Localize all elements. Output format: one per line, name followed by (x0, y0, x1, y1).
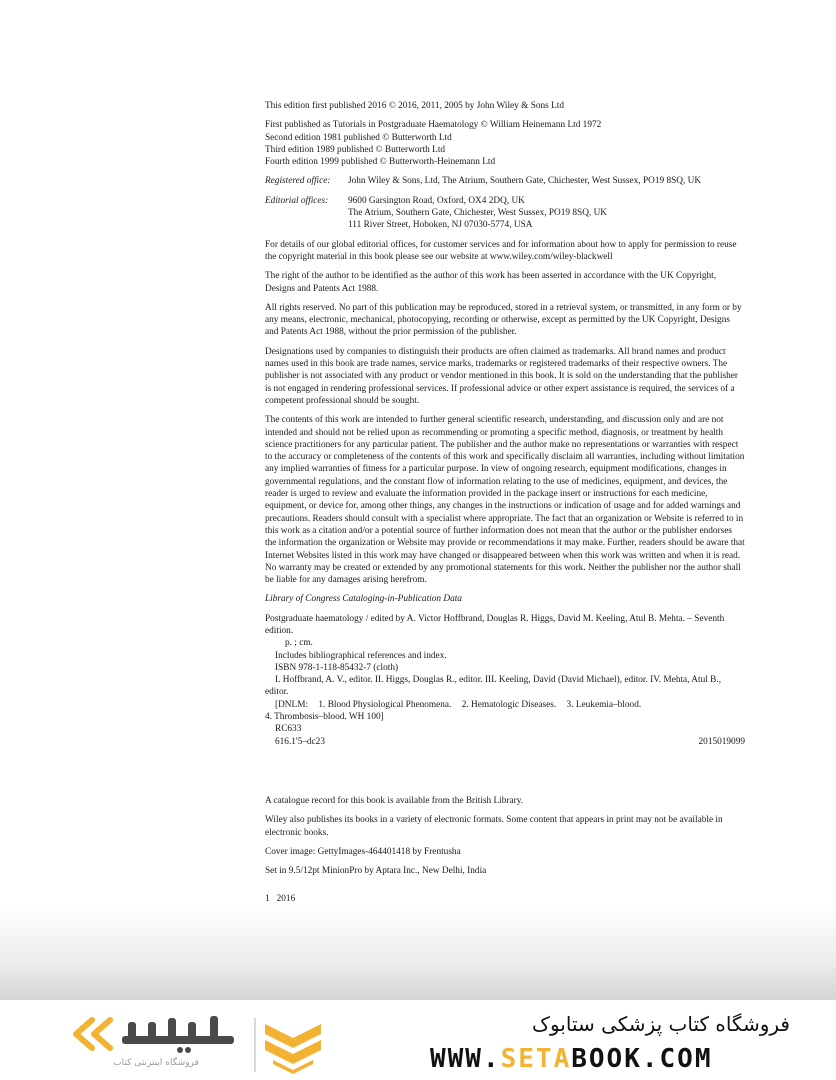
printing-line: 1 2016 (265, 894, 296, 905)
cip-lccn: 2015019099 (698, 736, 745, 747)
cip-isbn: ISBN 978-1-118-85432-7 (cloth) (275, 662, 399, 673)
url-suffix: .COM (641, 1044, 713, 1074)
chevron-icon (253, 1016, 323, 1074)
history-line: Second edition 1981 published © Butterworth Ltd (265, 132, 452, 143)
logo-subtitle: فروشگاه اینترنتی کتاب (113, 1058, 199, 1068)
registered-office-label: Registered office: (265, 176, 331, 187)
cip-dewey: 616.1'5–dc23 (275, 736, 325, 747)
cover-image-credit: Cover image: GettyImages-464401418 by Frentusha (265, 846, 461, 857)
cip-pages: p. ; cm. (285, 638, 313, 649)
typeset-info: Set in 9.5/12pt MinionPro by Aptara Inc., New Delhi, India (265, 866, 487, 877)
disclaimer-paragraph: The contents of this work are intended to further general scientific research, understanding, and discussion only and are not intended and should not be relied upon as recommending or promoting a specific method, diagnosis, or treatment by health science practitioners for any particular patient. The publisher and the author make no representations or warranties with respect to the accuracy or completeness of the contents of this work and specifically disclaim all warranties, including without limitation any implied warranties of fitness for a particular purpose. In view of ongoing research, equipment modifications, changes in governmental regulations, and the constant flow of information relating to the use of medicines, equipment, and devices, the reader is urged to review and evaluate the information provided in the package insert or instructions for each medicine, equipment, or device for, among other things, any changes in the instructions or indication of usage and for added warnings and precautions. Readers should consult with a specialist where appropriate. The fact that an organization or Website is referred to in this work as a citation and/or a potential source of further information does not mean that the author or the publisher endorses the information the organization or Website may provide or recommendations it may make. Further, readers should be aware that Internet Websites listed in this work may have changed or disappeared between when this work was written and when it is read. No warranty may be created or extended by any promotional statements for this work. Neither the publisher nor the author shall be liable for any damages arising herefrom. (265, 415, 745, 586)
registered-office (265, 175, 745, 187)
cip-heading: Library of Congress Cataloging-in-Publication Data (265, 594, 462, 605)
store-url (430, 1044, 800, 1074)
cip-dnlm (265, 699, 745, 711)
edition-statement: This edition first published 2016 © 2016, 2011, 2005 by John Wiley & Sons Ltd (265, 101, 565, 111)
right-of-author-paragraph: The right of the author to be identified as the author of this work has been asserted in accordance with the UK Copyright, Designs and Patents Act 1988. (265, 271, 717, 294)
dnlm-term: 2. Hematologic Diseases. (461, 699, 557, 710)
cip-rc: RC633 (275, 724, 302, 735)
registered-office-value: John Wiley & Sons, Ltd, The Atrium, Southern Gate, Chichester, West Sussex, PO19 8SQ, UK (348, 176, 702, 187)
cip-dnlm-continued: 4. Thrombosis–blood. WH 100] (265, 712, 384, 723)
catalogue-record: A catalogue record for this book is available from the British Library. (265, 795, 524, 806)
details-paragraph: For details of our global editorial offices, for customer services and for information about how to apply for permission to reuse the copyright material in this book please see our website at www.wiley.com/wiley-blackwell (265, 239, 737, 262)
cip-classification (265, 736, 745, 748)
editorial-offices-label: Editorial offices: (265, 195, 329, 206)
dnlm-prefix: [DNLM: (275, 699, 309, 710)
all-rights-paragraph: All rights reserved. No part of this publication may be reproduced, stored in a retrieval system, or transmitted, in any form or by any means, electronic, mechanical, photocopying, recording or otherwise, except as permitted by the UK Copyright, Designs and Patents Act 1988, without the prior permission of the publisher. (265, 302, 742, 338)
cip-title-line: Postgraduate haematology / edited by A. Victor Hoffbrand, Douglas R. Higgs, David M. Keeling, Atul B. Mehta. – Seventh edition. (265, 613, 725, 636)
history-line: First published as Tutorials in Postgraduate Haematology © William Heinemann Ltd 1972 (265, 120, 602, 131)
editorial-office-line: 9600 Garsington Road, Oxford, OX4 2DQ, UK (348, 195, 525, 206)
history-line: Third edition 1989 published © Butterworth Ltd (265, 144, 446, 155)
editorial-office-line: 111 River Street, Hoboken, NJ 07030-5774, USA (348, 220, 533, 231)
history-line: Fourth edition 1999 published © Butterworth-Heinemann Ltd (265, 157, 496, 168)
cip-editors: I. Hoffbrand, A. V., editor. II. Higgs, Douglas R., editor. III. Keeling, David (David Michael), editor. IV. Mehta, Atul B., editor. (265, 675, 722, 698)
editorial-office-line: The Atrium, Southern Gate, Chichester, West Sussex, PO19 8SQ, UK (348, 208, 608, 219)
editorial-offices (265, 195, 745, 232)
url-prefix: WWW. (430, 1044, 501, 1074)
designations-paragraph: Designations used by companies to distinguish their products are often claimed as trademarks. All brand names and product names used in this book are trade names, service marks, trademarks or registered trademarks of their respective owners. The publisher is not associated with any product or vendor mentioned in this book. It is sold on the understanding that the publisher is not engaged in rendering professional services. If professional advice or other expert assistance is required, the services of a competent professional should be sought. (265, 346, 739, 406)
electronic-formats: Wiley also publishes its books in a variety of electronic formats. Some content that appears in print may not be available in electronic books. (265, 815, 723, 838)
cip-includes: Includes bibliographical references and index. (275, 650, 447, 661)
copyright-text-block (265, 100, 745, 906)
url-book: BOOK (571, 1044, 642, 1074)
dnlm-term: 3. Leukemia–blood. (566, 699, 642, 710)
dnlm-term: 1. Blood Physiological Phenomena. (318, 699, 452, 710)
store-name: فروشگاه کتاب پزشکی ستابوک (532, 1012, 790, 1036)
url-accent: SETA (500, 1044, 572, 1074)
